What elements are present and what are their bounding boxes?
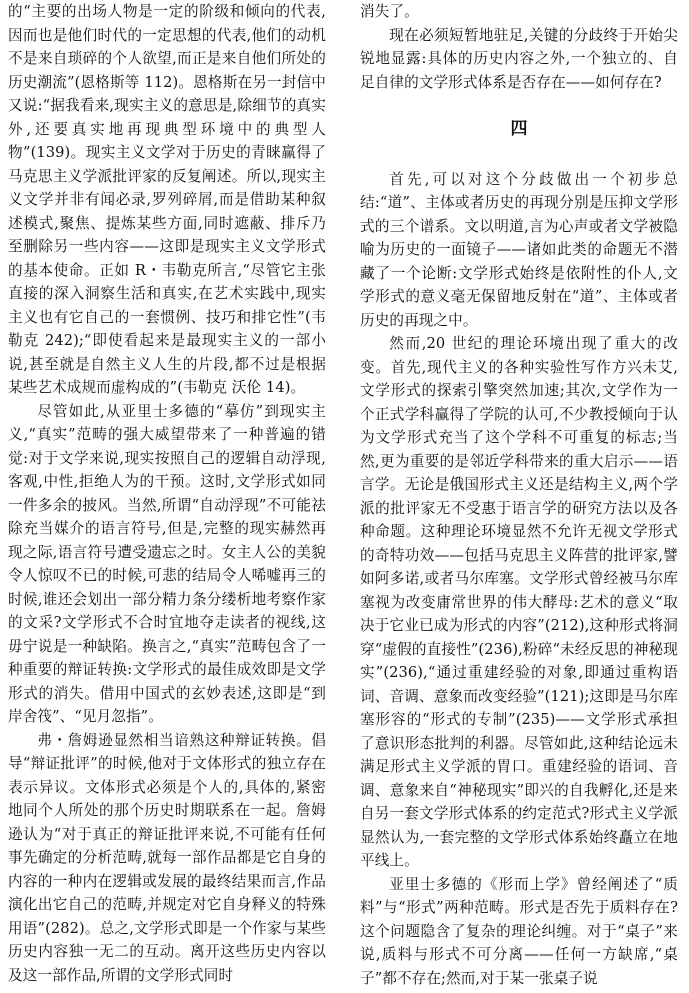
paragraph-twentieth-century: 然而,20 世纪的理论环境出现了重大的改变。首先,现代主义的各种实验性写作方兴未艾,文学形式的探索引擎突然加速;其次,文学作为一个正式学科赢得了学院的认可,不少教授倾向于认为文学形式充当了这个学科不可重复的标志;当然,更为重要的是邻近学科带来的重大启示——语言学。无论是俄国形式主义还是结构主义,两个学派的批评家无不受惠于语言学的研究方法以及各种命题。这种理论环境显然不允许无视文学形式的奇特功效——包括马克思主义阵营的批评家,譬如阿多诺,或者马尔库塞。文学形式曾经被马尔库塞视为改变庸常世界的伟大酵母:艺术的意义“取决于它业已成为形式的内容”(212),这种形式将洞穿“虚假的直接性”(236),粉碎“未经反思的神秘现实”(236),“通过重建经验的对象,即通过重构语词、音调、意象而改变经验”(121);这即是马尔库塞形容的“形式的专制”(235)——文学形式承担了意识形态批判的利器。尽管如此,这种结论远未满足形式主义学派的胃口。重建经验的语词、音调、意象来自“神秘现实”即兴的自我孵化,还是来自另一套文学形式体系的约定范式?形式主义学派显然认为,一套完整的文学形式体系始终矗立在地平线上。 — [360, 335, 678, 869]
paragraph-question: 现在必须短暂地驻足,关键的分歧终于开始尖锐地显露:具体的历史内容之外,一个独立的、自足自律的文学形式体系是否存在——如何存在? — [360, 26, 678, 91]
paragraph-aristotle: 亚里士多德的《形而上学》曾经阐述了“质料”与“形式”两种范畴。形式是否先于质料存在?这个问题隐含了复杂的理论纠缠。对于“桌子”来说,质料与形式不可分离——任何一方缺席,“桌子”都不存在;然而,对于某一张桌子说 — [360, 875, 678, 987]
paragraph-1: 的“主要的出场人物是一定的阶级和倾向的代表,因而也是他们时代的一定思想的代表,他们的动机不是来自琐碎的个人欲望,而正是来自他们所处的历史潮流”(恩格斯等 112)。恩格斯在另一封信中又说:“据我看来,现实主义的意思是,除细节的真实外,还要真实地再现典型环境中的典型人物”(139)。现实主义文学对于历史的青睐赢得了马克思主义学派批评家的反复阐述。所以,现实主义文学并非有闻必录,罗列碎屑,而是借助某种叙述模式,聚焦、提炼某些方面,同时遮蔽、排斥乃至删除另一些内容——这即是现实主义文学形式的基本使命。正如 R・韦勒克所言,“尽管它主张直接的深入洞察生活和真实,在艺术实践中,现实主义也有它自己的一套惯例、技巧和排它性”(韦勒克 242);“即使看起来是最现实主义的一部小说,甚至就是自然主义人生的片段,都不过是根据某些艺术成规而虚构成的”(韦勒克 沃伦 14)。 — [8, 3, 326, 396]
paragraph-continuation: 消失了。 — [360, 3, 419, 20]
right-column — [360, 0, 678, 990]
section-heading: 四 — [510, 119, 528, 139]
paragraph-2: 尽管如此,从亚里士多德的“摹仿”到现实主义,“真实”范畴的强大威望带来了一种普遍的错觉:对于文学来说,现实按照自己的逻辑自动浮现,客观,中性,拒绝人为的干预。这时,文学形式如同一件多余的披风。当然,所谓“自动浮现”不可能祛除充当媒介的语言符号,但是,完整的现实赫然再现之际,语言符号遭受遗忘之时。女主人公的美貌令人惊叹不已的时候,可悲的结局令人唏嘘再三的时候,谁还会划出一部分精力条分缕析地考察作家的文采?文学形式不合时宜地夺走读者的视线,这毋宁说是一种缺陷。换言之,“真实”范畴包含了一种重要的辩证转换:文学形式的最佳成效即是文学形式的消失。借用中国式的玄妙表述,这即是“到岸舍筏”、“见月忽指”。 — [8, 402, 326, 725]
left-column — [8, 0, 326, 987]
paragraph-3: 弗・詹姆逊显然相当谙熟这种辩证转换。倡导“辩证批评”的时候,他对于文体形式的独立存在表示异议。文体形式必须是个人的,具体的,紧密地同个人所处的那个历史时期联系在一起。詹姆逊认为“对于真正的辩证批评来说,不可能有任何事先确定的分析范畴,就每一部作品都是它自身的内容的一种内在逻辑或发展的最终结果而言,作品演化出它自己的范畴,并规定对它自身释义的特殊用语”(282)。总之,文学形式即是一个作家与某些历史内容独一无二的互动。离开这些历史内容以及这一部作品,所谓的文学形式同时 — [8, 731, 326, 984]
paragraph-summary: 首先,可以对这个分歧做出一个初步总结:“道”、主体或者历史的再现分别是压抑文学形式的三个谱系。文以明道,言为心声或者文学被隐喻为历史的一面镜子——诸如此类的命题无不潜藏了一个论断:文学形式始终是依附性的仆人,文学形式的意义毫无保留地反射在“道”、主体或者历史的再现之中。 — [360, 170, 678, 329]
